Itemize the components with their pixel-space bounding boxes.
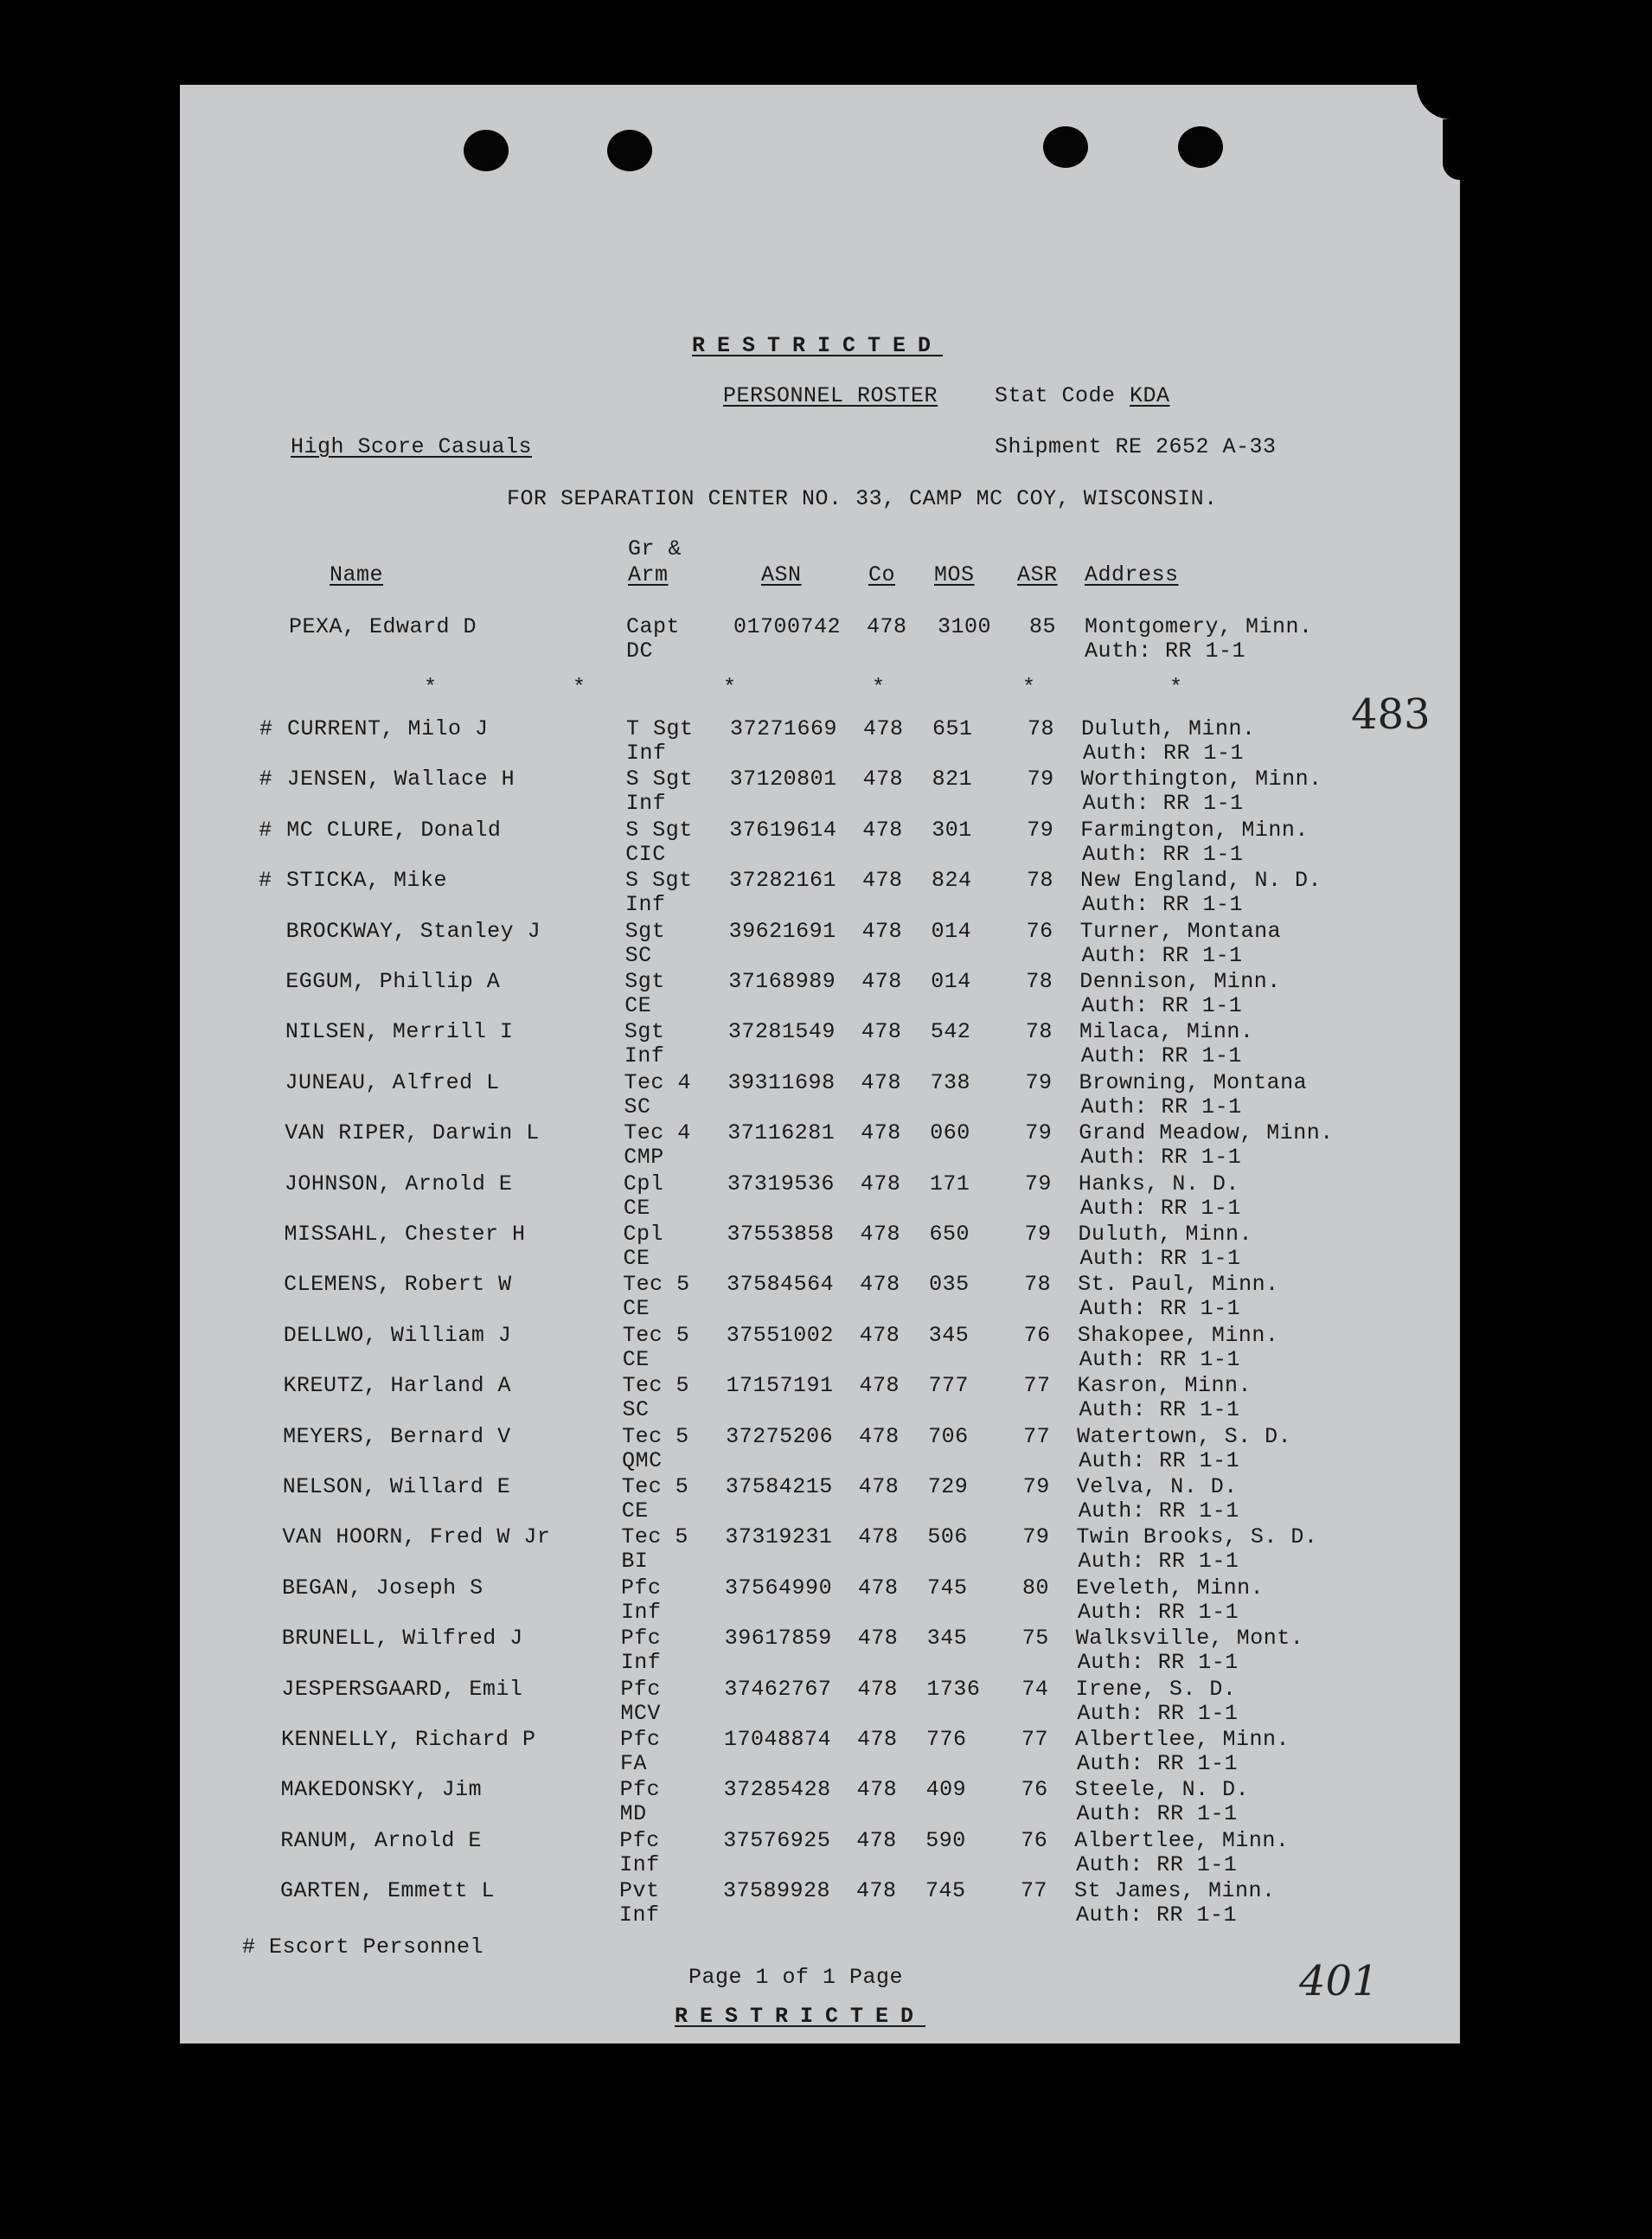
entry-name: JESPERSGAARD, Emil	[281, 1676, 523, 1702]
entry-name: KENNELLY, Richard P	[281, 1727, 536, 1752]
entry-asr: 77	[1023, 1423, 1051, 1449]
entry-asn: 37584564	[727, 1272, 835, 1298]
entry-asr: 79	[1022, 1474, 1050, 1499]
punch-hole	[464, 130, 509, 171]
entry-name: GARTEN, Emmett L	[279, 1878, 495, 1904]
entry-co: 478	[860, 1171, 901, 1196]
entry-grade: T Sgt	[626, 716, 694, 741]
entry-auth: Auth: RR 1-1	[1077, 1700, 1239, 1726]
entry-address: Walksville, Mont.	[1075, 1626, 1304, 1652]
entry-arm: Inf	[625, 791, 667, 817]
entry-asn: 37576925	[723, 1827, 831, 1853]
entry-auth: Auth: RR 1-1	[1079, 1447, 1240, 1473]
punch-hole	[607, 130, 652, 171]
entry-arm: CE	[621, 1498, 649, 1524]
column-header-grade-arm: Arm	[628, 562, 669, 587]
destination-line: FOR SEPARATION CENTER NO. 33, CAMP MC COY, WISCONSIN.	[507, 486, 1218, 511]
entry-mos: 171	[929, 1171, 970, 1196]
officer-name: PEXA, Edward D	[289, 614, 477, 639]
entry-asr: 77	[1021, 1727, 1049, 1752]
entry-asn: 37275206	[726, 1423, 834, 1449]
entry-arm: CE	[623, 1195, 650, 1221]
punch-hole	[1178, 126, 1223, 168]
entry-address: St James, Minn.	[1073, 1878, 1276, 1904]
entry-arm: Inf	[618, 1902, 660, 1928]
entry-address: Turner, Montana	[1079, 918, 1282, 944]
entry-marker: #	[259, 716, 273, 741]
entry-grade: S Sgt	[625, 767, 694, 792]
entry-auth: Auth: RR 1-1	[1079, 1296, 1241, 1322]
column-header-mos: MOS	[934, 562, 975, 587]
entry-arm: SC	[624, 942, 652, 968]
entry-grade: Pfc	[619, 1777, 661, 1803]
entry-auth: Auth: RR 1-1	[1076, 1851, 1238, 1877]
entry-arm: CE	[623, 1296, 650, 1322]
entry-mos: 706	[928, 1423, 969, 1449]
entry-mos: 776	[926, 1727, 967, 1752]
separator-star: *	[872, 675, 886, 700]
separator-star: *	[573, 675, 586, 700]
entry-asr: 79	[1025, 1069, 1053, 1095]
entry-asr: 79	[1024, 1222, 1052, 1247]
entry-asr: 74	[1021, 1676, 1049, 1702]
entry-grade: S Sgt	[625, 817, 693, 843]
entry-asn: 37553858	[727, 1222, 835, 1247]
entry-asr: 80	[1022, 1575, 1050, 1601]
entry-address: Steele, N. D.	[1074, 1777, 1250, 1803]
entry-grade: Pfc	[619, 1827, 660, 1853]
entry-arm: Inf	[620, 1650, 662, 1676]
entry-grade: Pfc	[621, 1575, 662, 1601]
entry-asr: 78	[1026, 868, 1053, 894]
entry-grade: Sgt	[624, 1019, 665, 1045]
entry-mos: 590	[925, 1827, 966, 1853]
entry-auth: Auth: RR 1-1	[1079, 1195, 1241, 1221]
entry-co: 478	[859, 1373, 900, 1399]
handwritten-number-top: 483	[1351, 690, 1431, 739]
entry-grade: Sgt	[624, 969, 665, 994]
entry-arm: Inf	[619, 1851, 660, 1877]
entry-mos: 542	[930, 1019, 971, 1045]
entry-auth: Auth: RR 1-1	[1076, 1801, 1238, 1827]
entry-asr: 76	[1021, 1827, 1048, 1853]
stat-code-label: Stat Code	[995, 383, 1116, 408]
entry-asn: 37168989	[728, 969, 836, 994]
officer-address: Montgomery, Minn.	[1085, 614, 1313, 639]
entry-co: 478	[861, 868, 903, 894]
column-header-grade-top: Gr &	[628, 536, 682, 561]
entry-co: 478	[856, 1777, 898, 1803]
entry-grade: Tec 5	[621, 1524, 688, 1550]
entry-address: Shakopee, Minn.	[1077, 1322, 1279, 1348]
entry-marker: #	[259, 767, 273, 792]
entry-co: 478	[860, 1272, 900, 1298]
torn-edge	[1443, 119, 1460, 180]
entry-mos: 345	[928, 1322, 970, 1348]
entry-name: VAN RIPER, Darwin L	[285, 1120, 540, 1146]
entry-name: CURRENT, Milo J	[287, 716, 489, 741]
column-header-address: Address	[1085, 562, 1179, 587]
entry-name: MC CLURE, Donald	[286, 817, 502, 843]
entry-asr: 79	[1025, 1120, 1053, 1146]
entry-asr: 76	[1021, 1777, 1048, 1803]
page-number: Page 1 of 1 Page	[688, 1965, 904, 1990]
entry-asn: 37619614	[729, 817, 837, 843]
entry-name: NELSON, Willard E	[282, 1474, 511, 1499]
shipment-number: Shipment RE 2652 A-33	[995, 434, 1277, 459]
entry-arm: CMP	[624, 1145, 664, 1171]
entry-arm: BI	[621, 1549, 649, 1575]
entry-co: 478	[857, 1676, 898, 1702]
entry-address: Hanks, N. D.	[1078, 1171, 1239, 1196]
entry-mos: 506	[927, 1524, 968, 1550]
separator-star: *	[1022, 675, 1036, 700]
entry-name: CLEMENS, Robert W	[284, 1272, 512, 1298]
classification-footer: RESTRICTED	[675, 2004, 926, 2029]
entry-asr: 79	[1027, 767, 1054, 792]
entry-co: 478	[858, 1575, 899, 1601]
entry-marker: #	[259, 817, 272, 843]
entry-auth: Auth: RR 1-1	[1078, 1549, 1239, 1575]
entry-mos: 729	[927, 1474, 969, 1499]
officer-asr: 85	[1029, 614, 1057, 639]
entry-auth: Auth: RR 1-1	[1079, 1346, 1240, 1372]
entry-address: Dennison, Minn.	[1079, 969, 1281, 994]
entry-mos: 060	[930, 1120, 970, 1146]
entry-grade: Tec 5	[622, 1322, 690, 1348]
entry-asr: 79	[1022, 1524, 1050, 1550]
entry-name: RANUM, Arnold E	[280, 1827, 482, 1853]
entry-co: 478	[857, 1727, 898, 1752]
officer-grade: Capt	[626, 614, 681, 639]
entry-auth: Auth: RR 1-1	[1080, 1043, 1242, 1069]
entry-arm: CE	[623, 1246, 650, 1271]
entry-co: 478	[858, 1524, 899, 1550]
entry-asn: 37551002	[726, 1322, 834, 1348]
entry-arm: CE	[624, 993, 652, 1018]
entry-mos: 409	[925, 1777, 967, 1803]
entry-auth: Auth: RR 1-1	[1079, 1397, 1240, 1423]
entry-co: 478	[861, 1019, 902, 1045]
entry-asr: 78	[1028, 716, 1055, 741]
entry-arm: FA	[620, 1751, 648, 1776]
entry-auth: Auth: RR 1-1	[1080, 1094, 1242, 1120]
entry-name: MISSAHL, Chester H	[284, 1222, 526, 1247]
entry-asn: 37271669	[730, 716, 838, 741]
entry-arm: MD	[619, 1801, 647, 1827]
entry-name: MEYERS, Bernard V	[283, 1423, 511, 1449]
entry-address: New England, N. D.	[1079, 868, 1322, 894]
entry-co: 478	[862, 817, 903, 843]
entry-asn: 37564990	[725, 1575, 833, 1601]
entry-co: 478	[858, 1474, 900, 1499]
entry-co: 478	[861, 918, 903, 944]
entry-mos: 345	[926, 1626, 968, 1652]
entry-address: Irene, S. D.	[1075, 1676, 1237, 1702]
entry-asr: 78	[1026, 969, 1053, 994]
entry-grade: Tec 4	[624, 1120, 691, 1146]
entry-marker: #	[258, 868, 272, 894]
entry-grade: Tec 4	[624, 1069, 692, 1095]
entry-address: Milaca, Minn.	[1079, 1019, 1254, 1045]
entry-address: Albertlee, Minn.	[1075, 1727, 1290, 1752]
entry-grade: Tec 5	[622, 1423, 689, 1449]
entry-co: 478	[863, 716, 904, 741]
entry-asr: 77	[1023, 1373, 1051, 1399]
entry-co: 478	[861, 969, 902, 994]
entry-address: Eveleth, Minn.	[1076, 1575, 1265, 1601]
entry-asn: 39311698	[727, 1069, 836, 1095]
entry-address: Duluth, Minn.	[1078, 1222, 1253, 1247]
entry-arm: Inf	[624, 1043, 665, 1069]
entry-grade: Tec 5	[623, 1272, 690, 1298]
entry-mos: 738	[930, 1069, 971, 1095]
officer-asn: 01700742	[733, 614, 842, 639]
entry-asr: 79	[1024, 1171, 1052, 1196]
entry-mos: 301	[932, 817, 972, 843]
entry-mos: 824	[931, 868, 972, 894]
entry-mos: 777	[928, 1373, 969, 1399]
entry-auth: Auth: RR 1-1	[1082, 791, 1244, 817]
entry-asr: 77	[1020, 1878, 1047, 1904]
document-page	[180, 85, 1460, 2043]
entry-co: 478	[856, 1827, 897, 1853]
entry-asr: 78	[1025, 1019, 1053, 1045]
entry-name: MAKEDONSKY, Jim	[280, 1777, 483, 1803]
officer-auth: Auth: RR 1-1	[1085, 638, 1246, 664]
entry-address: Browning, Montana	[1079, 1069, 1308, 1095]
escort-legend: # Escort Personnel	[242, 1934, 484, 1960]
entry-asr: 76	[1026, 918, 1053, 944]
entry-name: BEGAN, Joseph S	[282, 1575, 483, 1601]
entry-address: Watertown, S. D.	[1077, 1423, 1292, 1449]
entry-arm: CE	[622, 1346, 650, 1372]
entry-address: Worthington, Minn.	[1080, 767, 1322, 792]
entry-asn: 17157191	[726, 1373, 834, 1399]
roster-title: PERSONNEL ROSTER	[723, 383, 938, 408]
entry-co: 478	[859, 1322, 900, 1348]
entry-mos: 1736	[926, 1676, 981, 1702]
officer-arm: DC	[626, 638, 654, 664]
torn-corner	[1417, 85, 1460, 119]
entry-grade: Pfc	[620, 1676, 661, 1702]
entry-name: BRUNELL, Wilfred J	[281, 1626, 523, 1652]
entry-address: Albertlee, Minn.	[1074, 1827, 1290, 1853]
entry-address: Velva, N. D.	[1076, 1474, 1238, 1499]
entry-asn: 39621691	[728, 918, 836, 944]
entry-asn: 39617859	[724, 1626, 832, 1652]
entry-arm: CIC	[625, 841, 666, 867]
entry-asn: 37116281	[727, 1120, 836, 1146]
entry-mos: 650	[929, 1222, 970, 1247]
entry-mos: 821	[932, 767, 973, 792]
separator-star: *	[1169, 675, 1183, 700]
entry-grade: Pfc	[620, 1626, 662, 1652]
entry-address: Kasron, Minn.	[1077, 1373, 1252, 1399]
entry-auth: Auth: RR 1-1	[1075, 1902, 1237, 1928]
entry-grade: S Sgt	[624, 868, 693, 894]
column-header-asr: ASR	[1017, 562, 1058, 587]
entry-co: 478	[859, 1423, 900, 1449]
entry-asn: 37319231	[725, 1524, 833, 1550]
entry-mos: 014	[931, 918, 972, 944]
entry-asn: 37319536	[727, 1171, 835, 1196]
handwritten-number-bottom: 401	[1299, 1957, 1379, 2005]
entry-auth: Auth: RR 1-1	[1081, 892, 1243, 918]
entry-arm: Inf	[621, 1599, 662, 1625]
separator-star: *	[723, 675, 737, 700]
entry-asr: 76	[1023, 1322, 1051, 1348]
entry-asn: 37120801	[729, 767, 837, 792]
entry-address: Grand Meadow, Minn.	[1079, 1120, 1334, 1146]
stat-code-value: KDA	[1130, 383, 1170, 408]
entry-co: 478	[861, 1120, 901, 1146]
entry-co: 478	[860, 1222, 901, 1247]
officer-mos: 3100	[938, 614, 992, 639]
entry-address: St. Paul, Minn.	[1078, 1272, 1279, 1298]
entry-auth: Auth: RR 1-1	[1080, 1145, 1242, 1171]
entry-grade: Tec 5	[622, 1373, 689, 1399]
entry-name: JOHNSON, Arnold E	[284, 1171, 513, 1196]
entry-grade: Cpl	[623, 1171, 664, 1196]
entry-auth: Auth: RR 1-1	[1082, 841, 1244, 867]
entry-arm: SC	[624, 1094, 651, 1120]
entry-auth: Auth: RR 1-1	[1081, 993, 1243, 1018]
entry-asr: 79	[1027, 817, 1054, 843]
entry-mos: 745	[927, 1575, 968, 1601]
entry-asn: 37282161	[728, 868, 836, 894]
entry-grade: Pvt	[618, 1878, 660, 1904]
entry-asn: 37589928	[722, 1878, 830, 1904]
entry-asr: 75	[1021, 1626, 1049, 1652]
entry-arm: SC	[622, 1397, 650, 1423]
entry-name: VAN HOORN, Fred W Jr	[282, 1524, 551, 1550]
officer-co: 478	[867, 614, 907, 639]
entry-mos: 651	[932, 716, 973, 741]
entry-name: DELLWO, William J	[283, 1322, 512, 1348]
entry-asn: 17048874	[724, 1727, 832, 1752]
entry-auth: Auth: RR 1-1	[1081, 942, 1243, 968]
entry-mos: 014	[931, 969, 971, 994]
entry-address: Farmington, Minn.	[1080, 817, 1309, 843]
entry-name: JUNEAU, Alfred L	[285, 1069, 500, 1095]
entry-name: KREUTZ, Harland A	[283, 1373, 511, 1399]
entry-name: STICKA, Mike	[285, 868, 447, 894]
entry-asn: 37285428	[723, 1777, 831, 1803]
entry-co: 478	[857, 1626, 899, 1652]
entry-asr: 78	[1024, 1272, 1052, 1298]
entry-arm: QMC	[622, 1447, 663, 1473]
entry-arm: Inf	[626, 741, 667, 766]
column-header-asn: ASN	[761, 562, 802, 587]
entry-name: BROCKWAY, Stanley J	[285, 918, 541, 944]
entry-arm: Inf	[624, 892, 666, 918]
entry-co: 478	[861, 1069, 902, 1095]
group-title: High Score Casuals	[291, 434, 533, 459]
entry-grade: Pfc	[620, 1727, 661, 1752]
entry-grade: Tec 5	[621, 1474, 689, 1499]
entry-name: JENSEN, Wallace H	[286, 767, 515, 792]
entry-co: 478	[855, 1878, 897, 1904]
entry-grade: Cpl	[623, 1222, 664, 1247]
entry-auth: Auth: RR 1-1	[1077, 1751, 1239, 1776]
entry-auth: Auth: RR 1-1	[1078, 1599, 1239, 1625]
entry-auth: Auth: RR 1-1	[1083, 741, 1245, 766]
entry-mos: 745	[925, 1878, 966, 1904]
classification-header: RESTRICTED	[692, 333, 944, 358]
punch-hole	[1043, 126, 1088, 168]
column-header-co: Co	[868, 562, 896, 587]
entry-asn: 37281549	[727, 1019, 836, 1045]
entry-address: Duluth, Minn.	[1081, 716, 1256, 741]
entry-mos: 035	[929, 1272, 970, 1298]
entry-asn: 37462767	[724, 1676, 832, 1702]
entry-co: 478	[862, 767, 904, 792]
entry-address: Twin Brooks, S. D.	[1076, 1524, 1318, 1550]
entry-grade: Sgt	[624, 918, 666, 944]
entry-auth: Auth: RR 1-1	[1079, 1246, 1241, 1271]
entry-arm: MCV	[620, 1700, 661, 1726]
entry-auth: Auth: RR 1-1	[1077, 1650, 1239, 1676]
entry-asn: 37584215	[725, 1474, 833, 1499]
entry-name: NILSEN, Merrill I	[285, 1019, 514, 1045]
entry-auth: Auth: RR 1-1	[1078, 1498, 1239, 1524]
separator-star: *	[424, 675, 438, 700]
entry-name: EGGUM, Phillip A	[285, 969, 501, 994]
column-header-name: Name	[330, 562, 384, 587]
